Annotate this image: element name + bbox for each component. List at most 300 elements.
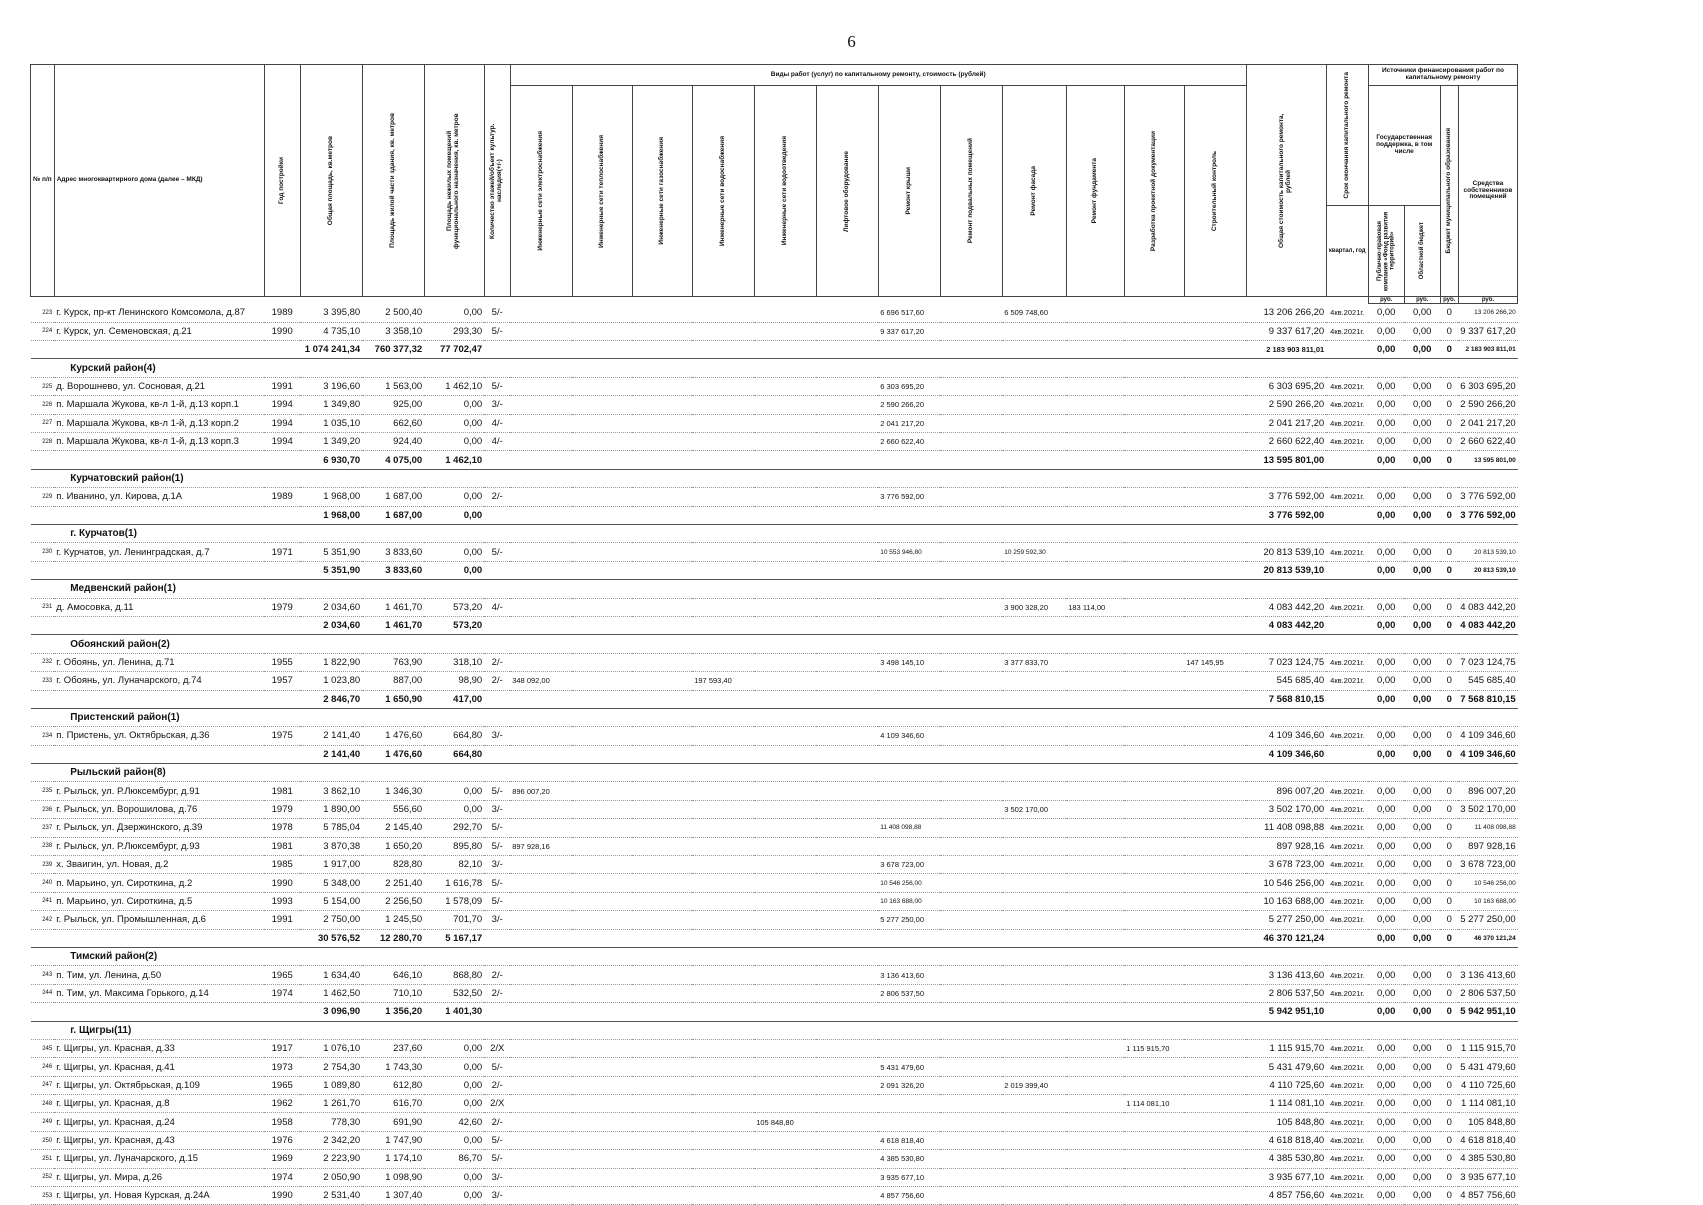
count-objects: 4/-: [484, 598, 510, 616]
deadline: 4кв.2021г.: [1326, 1150, 1368, 1168]
work-elec: 896 007,20: [510, 782, 572, 800]
area-nonres: 5 167,17: [424, 929, 484, 947]
spacer: [31, 451, 55, 469]
work-basement: [940, 1003, 1002, 1021]
work-basement: [940, 433, 1002, 451]
spacer: [31, 708, 55, 726]
work-water: [692, 1003, 754, 1021]
work-sewer: [754, 929, 816, 947]
work-basement: [940, 543, 1002, 561]
fund: 0,00: [1368, 892, 1404, 910]
work-water: [692, 561, 754, 579]
fund: 0,00: [1368, 745, 1404, 763]
area-nonres: 1 401,30: [424, 1003, 484, 1021]
owners: 2 183 903 811,01: [1458, 341, 1517, 359]
work-foundation: [1066, 377, 1124, 395]
work-control: [1184, 984, 1246, 1002]
deadline: [1326, 745, 1368, 763]
owners: 20 813 539,10: [1458, 543, 1517, 561]
deadline: 4кв.2021г.: [1326, 598, 1368, 616]
deadline: [1326, 690, 1368, 708]
table-row: [31, 837, 1518, 855]
regional: 0,00: [1404, 341, 1440, 359]
work-gas: [632, 433, 692, 451]
work-lift: [816, 819, 878, 837]
work-foundation: [1066, 414, 1124, 432]
work-control: [1184, 929, 1246, 947]
work-roof: [878, 598, 940, 616]
spacer: [31, 764, 55, 782]
work-heat: [572, 304, 632, 322]
work-water: [692, 690, 754, 708]
area-residential: 763,90: [362, 653, 424, 671]
work-foundation: [1066, 506, 1124, 524]
work-foundation: [1066, 304, 1124, 322]
work-sewer: [754, 800, 816, 818]
regional: 0,00: [1404, 837, 1440, 855]
work-design: [1124, 396, 1184, 414]
work-roof: 9 337 617,20: [878, 322, 940, 340]
work-foundation: [1066, 616, 1124, 634]
regional: 0,00: [1404, 874, 1440, 892]
work-facade: [1002, 782, 1066, 800]
address: х. Зваигин, ул. Новая, д.2: [54, 856, 264, 874]
area-nonres: 0,00: [424, 1076, 484, 1094]
work-facade: [1002, 892, 1066, 910]
work-basement: [940, 1095, 1002, 1113]
work-elec: [510, 341, 572, 359]
work-lift: [816, 561, 878, 579]
row-number: 244: [31, 984, 55, 1002]
municipal: 0: [1440, 322, 1458, 340]
count-objects: 3/-: [484, 396, 510, 414]
work-gas: [632, 1113, 692, 1131]
deadline: 4кв.2021г.: [1326, 488, 1368, 506]
count-objects: 2/X: [484, 1039, 510, 1057]
area-total: 1 890,00: [300, 800, 362, 818]
work-roof: 10 546 256,00: [878, 874, 940, 892]
address: г. Обоянь, ул. Луначарского, д.74: [54, 672, 264, 690]
work-control: [1184, 598, 1246, 616]
area-total: 2 754,30: [300, 1058, 362, 1076]
col-work-lift: Лифтовое оборудование: [816, 86, 878, 297]
work-gas: [632, 727, 692, 745]
owners: 3 935 677,10: [1458, 1168, 1517, 1186]
work-design: [1124, 451, 1184, 469]
total-cost: 9 337 617,20: [1246, 322, 1326, 340]
work-roof: [878, 690, 940, 708]
work-design: [1124, 892, 1184, 910]
spacer: [31, 635, 55, 653]
owners: 13 595 801,00: [1458, 451, 1517, 469]
address: д. Ворошнево, ул. Сосновая, д.21: [54, 377, 264, 395]
work-lift: [816, 856, 878, 874]
regional: 0,00: [1404, 1039, 1440, 1057]
work-facade: [1002, 690, 1066, 708]
work-heat: [572, 433, 632, 451]
table-row: [31, 653, 1518, 671]
deadline: [1326, 341, 1368, 359]
deadline: 4кв.2021г.: [1326, 1131, 1368, 1149]
area-nonres: 0,00: [424, 800, 484, 818]
work-facade: [1002, 451, 1066, 469]
year: 1990: [264, 322, 300, 340]
owners: 2 041 217,20: [1458, 414, 1517, 432]
area-nonres: 293,30: [424, 322, 484, 340]
work-roof: 4 857 756,60: [878, 1187, 940, 1205]
count-objects: [484, 616, 510, 634]
municipal: 0: [1440, 451, 1458, 469]
work-heat: [572, 322, 632, 340]
work-lift: [816, 911, 878, 929]
municipal: 0: [1440, 1039, 1458, 1057]
total-cost: 4 083 442,20: [1246, 616, 1326, 634]
work-heat: [572, 598, 632, 616]
work-foundation: [1066, 672, 1124, 690]
deadline: 4кв.2021г.: [1326, 543, 1368, 561]
work-sewer: [754, 837, 816, 855]
work-elec: [510, 598, 572, 616]
table-row: [31, 1039, 1518, 1057]
count-objects: 3/-: [484, 1168, 510, 1186]
total-cost: 3 502 170,00: [1246, 800, 1326, 818]
work-facade: [1002, 506, 1066, 524]
work-gas: [632, 800, 692, 818]
work-sewer: [754, 984, 816, 1002]
area-total: 1 074 241,34: [300, 341, 362, 359]
work-water: [692, 1168, 754, 1186]
work-gas: [632, 1095, 692, 1113]
work-facade: [1002, 1187, 1066, 1205]
work-lift: [816, 1113, 878, 1131]
count-objects: [484, 451, 510, 469]
work-roof: 6 303 695,20: [878, 377, 940, 395]
area-residential: 2 500,40: [362, 304, 424, 322]
work-elec: [510, 800, 572, 818]
page-number: 6: [847, 32, 856, 51]
deadline: [1326, 929, 1368, 947]
region-label: г. Курчатов(1): [54, 524, 1517, 542]
work-basement: [940, 488, 1002, 506]
work-control: [1184, 396, 1246, 414]
row-number: 245: [31, 1039, 55, 1057]
row-number: 233: [31, 672, 55, 690]
work-water: [692, 414, 754, 432]
work-gas: [632, 1168, 692, 1186]
work-facade: 3 900 328,20: [1002, 598, 1066, 616]
work-heat: [572, 1039, 632, 1057]
total-cost: 20 813 539,10: [1246, 561, 1326, 579]
work-lift: [816, 543, 878, 561]
fund: 0,00: [1368, 377, 1404, 395]
work-lift: [816, 727, 878, 745]
owners: 20 813 539,10: [1458, 561, 1517, 579]
work-elec: [510, 929, 572, 947]
work-water: [692, 653, 754, 671]
count-objects: [484, 1003, 510, 1021]
area-total: 5 154,00: [300, 892, 362, 910]
table-body: [31, 304, 1518, 1205]
row-number: 232: [31, 653, 55, 671]
municipal: 0: [1440, 377, 1458, 395]
area-total: 3 862,10: [300, 782, 362, 800]
work-water: [692, 984, 754, 1002]
owners: 3 502 170,00: [1458, 800, 1517, 818]
work-heat: [572, 782, 632, 800]
area-residential: 1 476,60: [362, 745, 424, 763]
area-total: 2 050,90: [300, 1168, 362, 1186]
count-objects: 5/-: [484, 1131, 510, 1149]
area-nonres: 0,00: [424, 1187, 484, 1205]
work-design: [1124, 1150, 1184, 1168]
count-objects: 2/-: [484, 653, 510, 671]
work-design: [1124, 819, 1184, 837]
fund: 0,00: [1368, 396, 1404, 414]
work-control: [1184, 1168, 1246, 1186]
region-row: [31, 359, 1518, 377]
col-n: № п/п: [31, 65, 55, 297]
area-residential: 2 256,50: [362, 892, 424, 910]
work-basement: [940, 966, 1002, 984]
municipal: 0: [1440, 1003, 1458, 1021]
total-cost: 4 109 346,60: [1246, 745, 1326, 763]
row-number: 241: [31, 892, 55, 910]
deadline: 4кв.2021г.: [1326, 856, 1368, 874]
year: 1994: [264, 414, 300, 432]
area-nonres: 573,20: [424, 616, 484, 634]
area-residential: 1 356,20: [362, 1003, 424, 1021]
work-heat: [572, 1113, 632, 1131]
fund: 0,00: [1368, 856, 1404, 874]
spacer: [31, 616, 55, 634]
area-total: 1 968,00: [300, 488, 362, 506]
total-cost: 6 303 695,20: [1246, 377, 1326, 395]
work-roof: [878, 1003, 940, 1021]
area-nonres: 0,00: [424, 1168, 484, 1186]
area-residential: 237,60: [362, 1039, 424, 1057]
total-cost: 3 776 592,00: [1246, 506, 1326, 524]
work-basement: [940, 782, 1002, 800]
work-water: [692, 745, 754, 763]
work-sewer: [754, 690, 816, 708]
area-residential: 1 476,60: [362, 727, 424, 745]
area-total: 2 750,00: [300, 911, 362, 929]
year: 1990: [264, 874, 300, 892]
work-lift: [816, 1187, 878, 1205]
total-cost: 105 848,80: [1246, 1113, 1326, 1131]
table-row: [31, 1095, 1518, 1113]
work-lift: [816, 377, 878, 395]
work-basement: [940, 984, 1002, 1002]
regional: 0,00: [1404, 727, 1440, 745]
total-cost: 2 183 903 811,01: [1246, 341, 1326, 359]
fund: 0,00: [1368, 1039, 1404, 1057]
work-facade: [1002, 1168, 1066, 1186]
work-sewer: [754, 1095, 816, 1113]
work-elec: [510, 1113, 572, 1131]
spacer: [264, 451, 300, 469]
year: 1965: [264, 1076, 300, 1094]
work-foundation: [1066, 800, 1124, 818]
municipal: 0: [1440, 672, 1458, 690]
work-design: [1124, 304, 1184, 322]
work-heat: [572, 488, 632, 506]
region-label: Пристенский район(1): [54, 708, 1517, 726]
work-facade: [1002, 1003, 1066, 1021]
work-elec: [510, 543, 572, 561]
work-elec: [510, 856, 572, 874]
area-nonres: 292,70: [424, 819, 484, 837]
total-cost: 5 942 951,10: [1246, 1003, 1326, 1021]
work-foundation: [1066, 433, 1124, 451]
total-cost: 2 590 266,20: [1246, 396, 1326, 414]
year: 1962: [264, 1095, 300, 1113]
work-control: [1184, 819, 1246, 837]
work-gas: [632, 1003, 692, 1021]
work-heat: [572, 966, 632, 984]
work-sewer: [754, 819, 816, 837]
municipal: 0: [1440, 727, 1458, 745]
address: г. Щигры, ул. Красная, д.24: [54, 1113, 264, 1131]
work-heat: [572, 745, 632, 763]
work-facade: [1002, 322, 1066, 340]
regional: 0,00: [1404, 782, 1440, 800]
work-gas: [632, 911, 692, 929]
table-row: [31, 856, 1518, 874]
spacer: [31, 341, 55, 359]
work-lift: [816, 929, 878, 947]
count-objects: 5/-: [484, 1150, 510, 1168]
work-heat: [572, 396, 632, 414]
count-objects: [484, 561, 510, 579]
work-elec: [510, 653, 572, 671]
work-control: [1184, 1187, 1246, 1205]
work-lift: [816, 1003, 878, 1021]
work-heat: [572, 911, 632, 929]
row-number: 243: [31, 966, 55, 984]
regional: 0,00: [1404, 377, 1440, 395]
deadline: [1326, 1003, 1368, 1021]
deadline: 4кв.2021г.: [1326, 396, 1368, 414]
year: 1958: [264, 1113, 300, 1131]
area-nonres: 664,80: [424, 727, 484, 745]
deadline: 4кв.2021г.: [1326, 892, 1368, 910]
work-foundation: [1066, 911, 1124, 929]
work-foundation: [1066, 341, 1124, 359]
row-number: 234: [31, 727, 55, 745]
work-gas: [632, 304, 692, 322]
work-control: [1184, 1076, 1246, 1094]
total-cost: 545 685,40: [1246, 672, 1326, 690]
address: г. Щигры, ул. Луначарского, д.15: [54, 1150, 264, 1168]
work-foundation: [1066, 1039, 1124, 1057]
total-cost: 4 110 725,60: [1246, 1076, 1326, 1094]
work-basement: [940, 874, 1002, 892]
total-cost: 5 277 250,00: [1246, 911, 1326, 929]
fund: 0,00: [1368, 1187, 1404, 1205]
address: г. Рыльск, ул. Дзержинского, д.39: [54, 819, 264, 837]
work-lift: [816, 506, 878, 524]
area-residential: 1 650,20: [362, 837, 424, 855]
row-number: 247: [31, 1076, 55, 1094]
work-basement: [940, 911, 1002, 929]
work-gas: [632, 451, 692, 469]
subtotal-row: [31, 616, 1518, 634]
region-row: [31, 764, 1518, 782]
count-objects: 2/-: [484, 1113, 510, 1131]
work-foundation: [1066, 929, 1124, 947]
work-roof: [878, 616, 940, 634]
work-lift: [816, 616, 878, 634]
region-row: [31, 524, 1518, 542]
regional: 0,00: [1404, 1113, 1440, 1131]
deadline: 4кв.2021г.: [1326, 966, 1368, 984]
work-facade: [1002, 727, 1066, 745]
work-gas: [632, 874, 692, 892]
year: 1917: [264, 1039, 300, 1057]
work-facade: [1002, 1058, 1066, 1076]
area-residential: 1 461,70: [362, 616, 424, 634]
spacer: [54, 745, 264, 763]
col-fund: Публично-правовая компания «Фонд развития территорий»: [1368, 206, 1404, 297]
regional: 0,00: [1404, 929, 1440, 947]
owners: 897 928,16: [1458, 837, 1517, 855]
municipal: 0: [1440, 616, 1458, 634]
area-residential: 612,80: [362, 1076, 424, 1094]
area-nonres: 895,80: [424, 837, 484, 855]
area-residential: 1 307,40: [362, 1187, 424, 1205]
municipal: 0: [1440, 598, 1458, 616]
work-lift: [816, 782, 878, 800]
work-roof: [878, 1113, 940, 1131]
total-cost: 5 431 479,60: [1246, 1058, 1326, 1076]
work-gas: [632, 616, 692, 634]
fund: 0,00: [1368, 984, 1404, 1002]
work-water: 197 593,40: [692, 672, 754, 690]
fund: 0,00: [1368, 1131, 1404, 1149]
fund: 0,00: [1368, 488, 1404, 506]
year: 1994: [264, 433, 300, 451]
work-sewer: [754, 561, 816, 579]
work-sewer: [754, 543, 816, 561]
work-design: [1124, 1168, 1184, 1186]
work-facade: 6 509 748,60: [1002, 304, 1066, 322]
col-year: Год постройки: [264, 65, 300, 297]
year: 1974: [264, 984, 300, 1002]
work-sewer: [754, 672, 816, 690]
work-roof: 5 431 479,60: [878, 1058, 940, 1076]
work-sewer: [754, 341, 816, 359]
municipal: 0: [1440, 745, 1458, 763]
work-roof: [878, 341, 940, 359]
address: г. Курск, пр-кт Ленинского Комсомола, д.87: [54, 304, 264, 322]
work-heat: [572, 1058, 632, 1076]
regional: 0,00: [1404, 911, 1440, 929]
work-heat: [572, 1003, 632, 1021]
address: п. Пристень, ул. Октябрьская, д.36: [54, 727, 264, 745]
table-row: [31, 433, 1518, 451]
area-nonres: 0,00: [424, 506, 484, 524]
work-water: [692, 874, 754, 892]
region-label: Медвенский район(1): [54, 580, 1517, 598]
work-control: [1184, 727, 1246, 745]
regional: 0,00: [1404, 856, 1440, 874]
area-residential: 1 743,30: [362, 1058, 424, 1076]
count-objects: [484, 745, 510, 763]
work-design: [1124, 414, 1184, 432]
row-number: 253: [31, 1187, 55, 1205]
work-roof: 4 618 818,40: [878, 1131, 940, 1149]
